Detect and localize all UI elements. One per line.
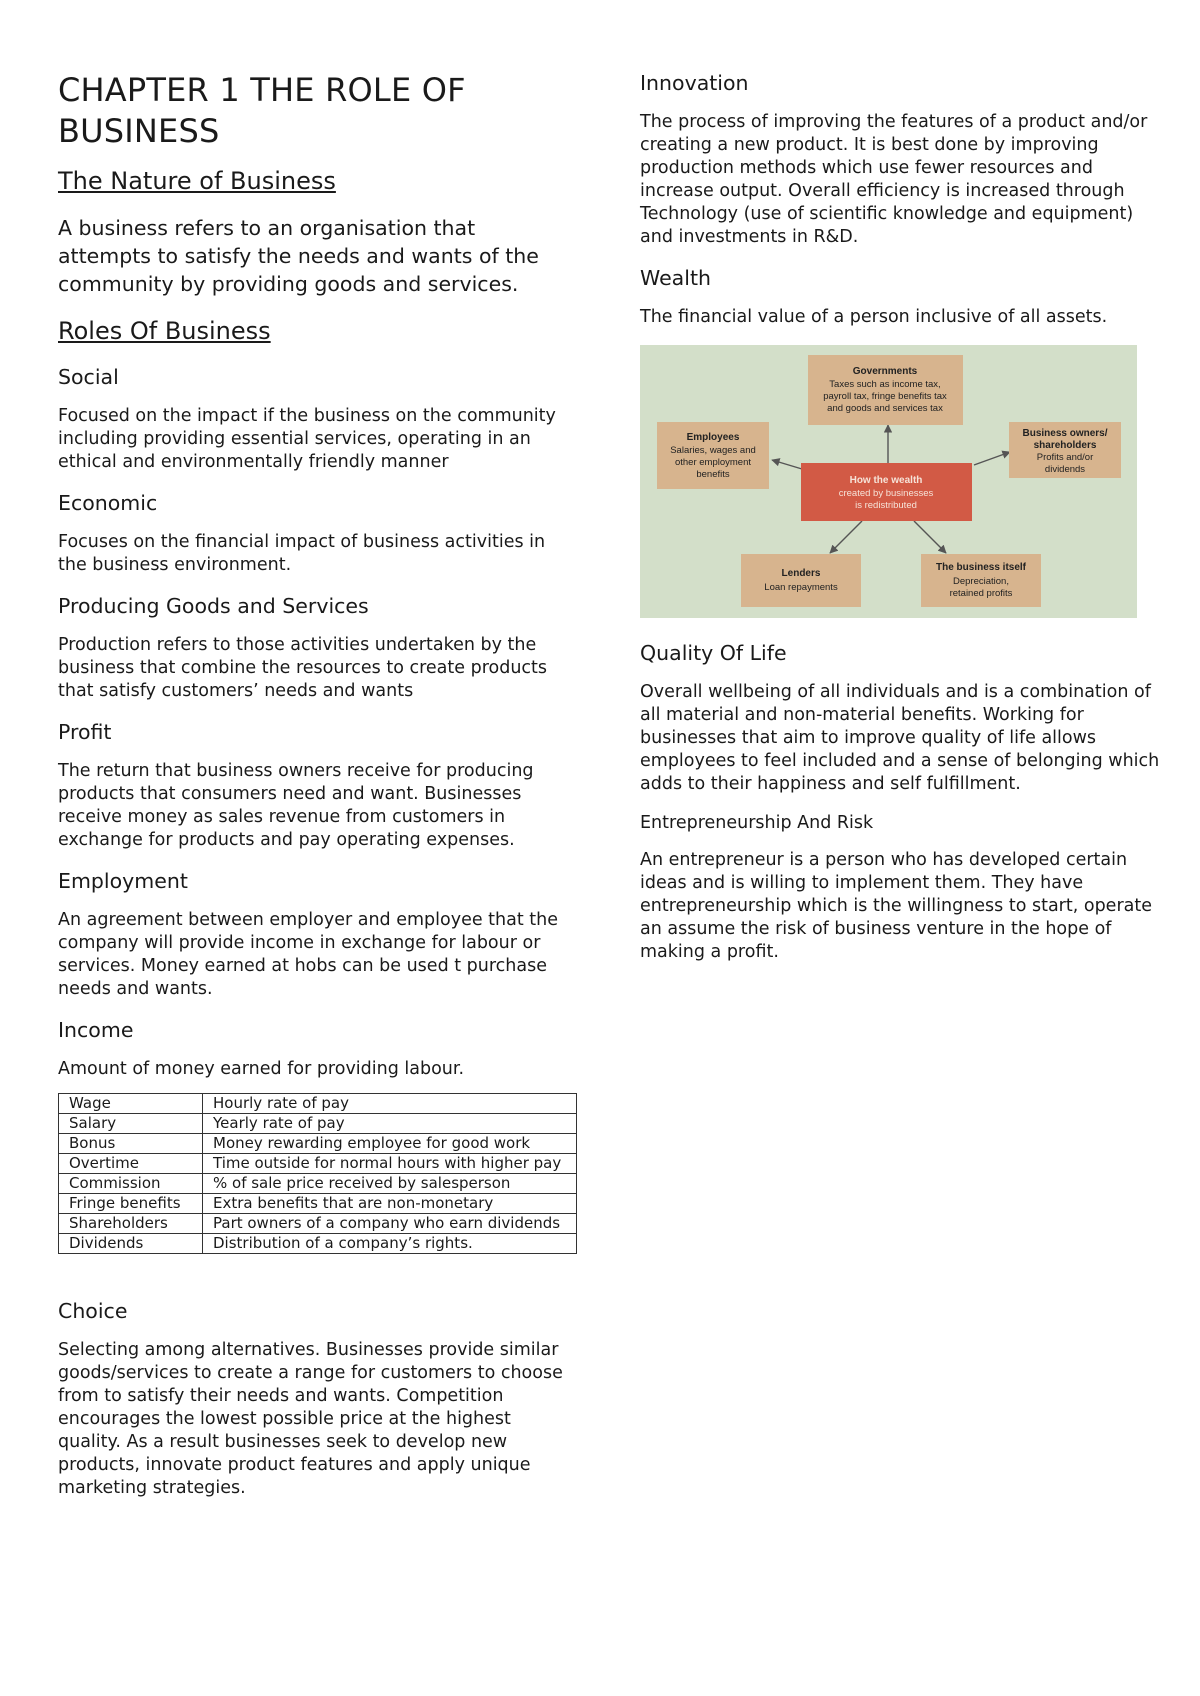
income-table (58, 1093, 577, 1254)
table-row (59, 1174, 577, 1194)
center-line: is redistributed (855, 500, 917, 511)
governments-line: payroll tax, fringe benefits tax (823, 391, 947, 402)
lenders-line: Loan repayments (764, 582, 838, 593)
table-cell-term: Bonus (59, 1134, 203, 1154)
arrow-to-employees (772, 460, 802, 469)
choice-heading: Choice (58, 1299, 128, 1323)
governments-box (808, 355, 963, 425)
income-heading: Income (58, 1018, 134, 1042)
profit-heading: Profit (58, 720, 112, 744)
right-column (640, 70, 1160, 980)
wealth-distribution-diagram (640, 345, 1137, 618)
owners-line: dividends (1044, 464, 1086, 475)
table-row (59, 1194, 577, 1214)
employees-box (657, 422, 769, 489)
producing-heading: Producing Goods and Services (58, 594, 369, 618)
table-cell-definition: Distribution of a company’s rights. (203, 1234, 577, 1254)
governments-line: and goods and services tax (827, 403, 943, 414)
business-line: Depreciation, (953, 576, 1009, 587)
quality-text: Overall wellbeing of all individuals and is a combination of all material and non-material benefits. Working for businesses that aim to improve quality of life allows employees to feel included and a sense of belonging which adds to their happiness and self fulfillment. (640, 682, 1160, 794)
governments-line: Taxes such as income tax, (829, 379, 941, 390)
social-text: Focused on the impact if the business on the community including providing essential services, operating in an ethical and environmentally friendly manner (58, 406, 556, 472)
chapter-title: CHAPTER 1 THE ROLE OF BUSINESS (58, 71, 466, 150)
owners-title: Business owners/ (1022, 428, 1108, 439)
table-cell-term: Wage (59, 1094, 203, 1114)
table-row (59, 1134, 577, 1154)
arrow-to-business (914, 521, 946, 553)
income-text: Amount of money earned for providing labour. (58, 1059, 465, 1079)
social-heading: Social (58, 365, 119, 389)
left-column (58, 70, 573, 1516)
entrepreneurship-heading: Entrepreneurship And Risk (640, 813, 874, 833)
center-box (801, 463, 972, 521)
nature-heading: The Nature of Business (58, 167, 336, 195)
table-cell-definition: % of sale price received by salesperson (203, 1174, 577, 1194)
employees-line: benefits (696, 469, 730, 480)
table-cell-definition: Time outside for normal hours with higher pay (203, 1154, 577, 1174)
nature-text: A business refers to an organisation that attempts to satisfy the needs and wants of the community by providing goods and services. (58, 216, 539, 296)
governments-title: Governments (852, 366, 918, 377)
arrow-to-lenders (830, 521, 862, 553)
employees-line: Salaries, wages and (670, 445, 756, 456)
owners-box (1009, 422, 1121, 478)
innovation-heading: Innovation (640, 71, 749, 95)
business-line: retained profits (949, 588, 1013, 599)
owners-line: Profits and/or (1036, 452, 1094, 463)
table-cell-definition: Hourly rate of pay (203, 1094, 577, 1114)
business-title: The business itself (935, 562, 1027, 573)
table-cell-definition: Yearly rate of pay (203, 1114, 577, 1134)
producing-text: Production refers to those activities undertaken by the business that combine the resources to create products that satisfy customers’ needs and wants (58, 635, 548, 701)
employment-heading: Employment (58, 869, 188, 893)
employment-text: An agreement between employer and employee that the company will provide income in exchange for labour or services. Money earned at hobs can be used t purchase needs and wants. (58, 910, 558, 999)
table-row (59, 1154, 577, 1174)
innovation-text: The process of improving the features of a product and/or creating a new product. It is best done by improving production methods which use fewer resources and increase output. Overall efficiency is increased through Technology (use of scientific knowledge and equipment) and investments in R&D. (640, 112, 1148, 247)
table-cell-term: Fringe benefits (59, 1194, 203, 1214)
table-cell-term: Salary (59, 1114, 203, 1134)
lenders-title: Lenders (781, 568, 821, 579)
arrow-to-owners (974, 452, 1010, 465)
table-cell-definition: Part owners of a company who earn dividends (203, 1214, 577, 1234)
roles-heading: Roles Of Business (58, 317, 271, 345)
lenders-box (741, 554, 861, 607)
table-cell-term: Shareholders (59, 1214, 203, 1234)
wealth-heading: Wealth (640, 266, 711, 290)
table-row (59, 1214, 577, 1234)
table-row (59, 1114, 577, 1134)
business-itself-box (921, 554, 1041, 607)
employees-title: Employees (686, 432, 740, 443)
center-line: created by businesses (838, 488, 934, 499)
quality-heading: Quality Of Life (640, 641, 787, 665)
table-cell-term: Overtime (59, 1154, 203, 1174)
entrepreneurship-text: An entrepreneur is a person who has developed certain ideas and is willing to implement them. They have entrepreneurship which is the willingness to start, operate an assume the risk of business venture in the hope of making a profit. (640, 850, 1152, 962)
wealth-text: The financial value of a person inclusive of all assets. (640, 307, 1108, 327)
table-cell-definition: Money rewarding employee for good work (203, 1134, 577, 1154)
table-cell-term: Commission (59, 1174, 203, 1194)
table-row (59, 1234, 577, 1254)
owners-title: shareholders (1033, 440, 1097, 451)
center-line: How the wealth (849, 475, 923, 486)
table-cell-definition: Extra benefits that are non-monetary (203, 1194, 577, 1214)
choice-text: Selecting among alternatives. Businesses provide similar goods/services to create a range for customers to choose from to satisfy their needs and wants. Competition encourages the lowest possible price at the highest quality. As a result businesses seek to develop new products, innovate product features and apply unique marketing strategies. (58, 1340, 563, 1498)
table-row (59, 1094, 577, 1114)
profit-text: The return that business owners receive for producing products that consumers need and want. Businesses receive money as sales revenue from customers in exchange for products and pay operating expenses. (58, 761, 534, 850)
economic-text: Focuses on the financial impact of business activities in the business environment. (58, 532, 546, 575)
employees-line: other employment (674, 457, 752, 468)
economic-heading: Economic (58, 491, 158, 515)
table-cell-term: Dividends (59, 1234, 203, 1254)
